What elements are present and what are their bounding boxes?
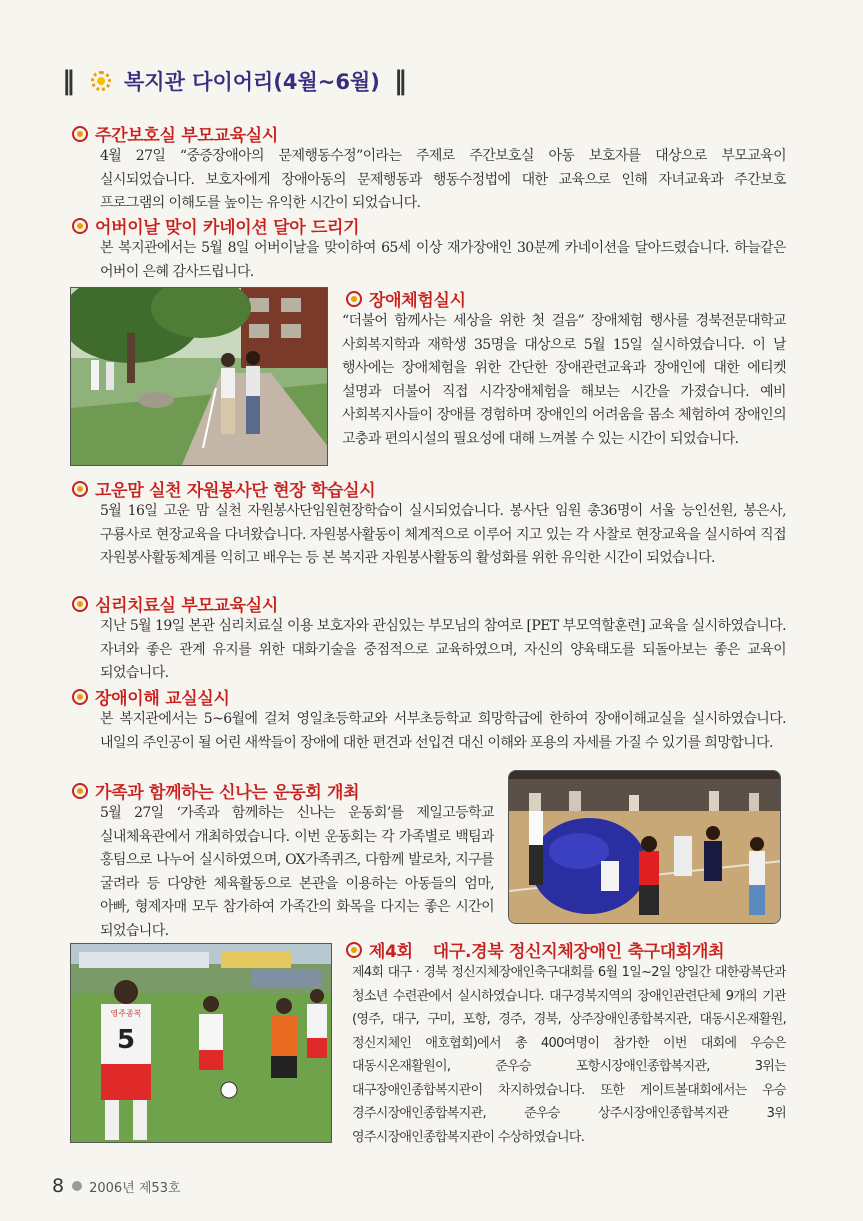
section-title-family-sports-day xyxy=(72,778,359,803)
section-bullet-icon xyxy=(346,942,362,958)
section-title-disability-experience xyxy=(346,286,466,311)
issue-label: 2006년 제53호 xyxy=(89,1180,181,1196)
section-title-volunteer-field-trip xyxy=(72,476,375,501)
header-left-bars: ‖ xyxy=(62,66,72,96)
section-bullet-icon xyxy=(72,689,88,705)
section-bullet-icon xyxy=(72,218,88,234)
section-title-text: 장애체험실시 xyxy=(369,291,466,311)
section-title-text: 가족과 함께하는 신나는 운동회 개최 xyxy=(95,783,360,803)
section-bullet-icon xyxy=(346,291,362,307)
jersey-number: 5 xyxy=(116,1025,136,1055)
section-title-disability-understanding xyxy=(72,684,230,709)
flower-icon xyxy=(88,68,114,94)
jersey-team-label: 영주종복 xyxy=(110,1009,142,1018)
page-header xyxy=(62,62,404,100)
section-bullet-icon xyxy=(72,481,88,497)
section-bullet-icon xyxy=(72,783,88,799)
section-body-disability-understanding: 본 복지관에서는 5~6월에 걸쳐 영일초등학교와 서부초등학교 희망학급에 한하여 장애이해교실을 실시하였습니다. 내일의 주인공이 될 어린 새싹들이 장애에 대한 편견과 선입견 대신 이해와 포용의 자세를 가질 수 있기를 희망합니다. xyxy=(100,711,786,751)
section-bullet-icon xyxy=(72,596,88,612)
section-body-family-sports-day: 5월 27일 ‘가족과 함께하는 신나는 운동회’를 제일고등학교 실내체육관에서 개최하였습니다. 이번 운동회는 각 가족별로 백팀과 홍팀으로 나누어 실시하였으며, OX가족퀴즈, 다함께 발로차, 지구를 굴려라 등 다양한 체육활동으로 본관을 이용하는 아동들의 엄마, 아빠, 형제자매 모두 참가하여 가족간의 화목을 다지는 좋은 시간이 되었습니다. xyxy=(100,805,494,939)
page-title: 복지관 다이어리(4월~6월) xyxy=(124,70,380,94)
section-title-text: 심리치료실 부모교육실시 xyxy=(95,596,278,616)
photo-soccer-tournament xyxy=(70,943,332,1143)
header-right-bars: ‖ xyxy=(393,66,404,96)
page-footer xyxy=(52,1175,181,1197)
section-body-disability-experience: “더불어 함께사는 세상을 위한 첫 걸음” 장애체험 행사를 경북전문대학교 사회복지학과 재학생 35명을 대상으로 5월 15일 실시하였습니다. 이 날 행사에는 장애체험을 위한 간단한 장애관련교육과 장애인에 대한 에티켓 설명과 더불어 직접 시각장애체험을 해보는 시간을 가졌습니다. 예비 사회복지사들이 장애를 경험하며 장애인의 어려움을 몸소 체험하여 장애인의 고충과 편의시설의 필요성에 대해 느껴볼 수 있는 시간이 되었습니다. xyxy=(342,313,786,447)
section-title-parents-day xyxy=(72,213,359,238)
section-title-text: 어버이날 맞이 카네이션 달아 드리기 xyxy=(95,218,360,238)
soccer-match-illustration xyxy=(71,944,332,1143)
page-number: 8 xyxy=(52,1175,65,1197)
section-body-parents-day: 본 복지관에서는 5월 8일 어버이날을 맞이하여 65세 이상 재가장애인 30분께 카네이션을 달아드렸습니다. 하늘같은 어버이 은혜 감사드립니다. xyxy=(100,240,786,280)
section-title-prefix: 제4회 xyxy=(369,942,413,962)
park-walk-illustration xyxy=(71,288,328,466)
section-title-therapy-parent-edu xyxy=(72,591,278,616)
section-title-text: 주간보호실 부모교육실시 xyxy=(95,126,278,146)
section-body-therapy-parent-edu: 지난 5월 19일 본관 심리치료실 이용 보호자와 관심있는 부모님의 참여로 [PET 부모역할훈련] 교육을 실시하였습니다. 자녀와 좋은 관계 유지를 위한 대화기술을 중점적으로 교육하였으며, 자신의 양육태도를 되돌아보는 좋은 교육이 되었습니다. xyxy=(100,618,786,681)
bullet-dot-icon xyxy=(72,1181,82,1191)
section-title-text: 장애이해 교실실시 xyxy=(95,689,230,709)
section-body-volunteer-field-trip: 5월 16일 고운 맘 실천 자원봉사단임원현장학습이 실시되었습니다. 봉사단 임원 총36명이 서울 능인선원, 봉은사, 구룡사로 현장교육을 다녀왔습니다. 자원봉사활동이 체계적으로 이루어 지고 있는 각 사찰로 현장교육을 실시하여 직접 자원봉사활동체계를 익히고 배우는 등 본 복지관 자원봉사활동의 활성화를 위한 유익한 시간이 되었습니다. xyxy=(100,503,786,566)
gym-event-illustration xyxy=(509,771,781,924)
photo-disability-experience xyxy=(70,287,328,466)
section-title-text: 대구.경북 정신지체장애인 축구대회개최 xyxy=(432,942,725,962)
section-bullet-icon xyxy=(72,126,88,142)
section-body-daycare-parent-edu: 4월 27일 “중증장애아의 문제행동수정”이라는 주제로 주간보호실 아동 보호자를 대상으로 부모교육이 실시되었습니다. 보호자에게 장애아동의 문제행동과 행동수정법에 대한 교육으로 인해 자녀교육과 주간보호 프로그램의 이해도를 높이는 유익한 시간이 되었습니다. xyxy=(100,148,786,211)
photo-family-sports-day xyxy=(508,770,781,924)
section-title-daycare-parent-edu xyxy=(72,121,278,146)
section-title-soccer-tournament xyxy=(346,937,724,962)
section-body-soccer-tournament: 제4회 대구 · 경북 정신지체장애인축구대회를 6월 1일~2일 양일간 대한광복단과 청소년 수련관에서 실시하였습니다. 대구경북지역의 장애인관련단체 9개의 기관(영주, 대구, 구미, 포항, 경주, 경북, 상주장애인종합복지관, 대동시온재활원, 정신지체인 애호협회)에서 총 400여명이 참가한 이번 대회에 우승은 대동시온재활원이, 준우승 포항시장애인종합복지관, 3위는 대구장애인종합복지관이 차지하였습니다. 또한 게이트볼대회에서는 우승 경주시장애인종합복지관, 준우승 상주시장애인종합복지관 3위 영주시장애인종합복지관이 수상하였습니다. xyxy=(352,965,786,1145)
section-title-text: 고운맘 실천 자원봉사단 현장 학습실시 xyxy=(95,481,376,501)
